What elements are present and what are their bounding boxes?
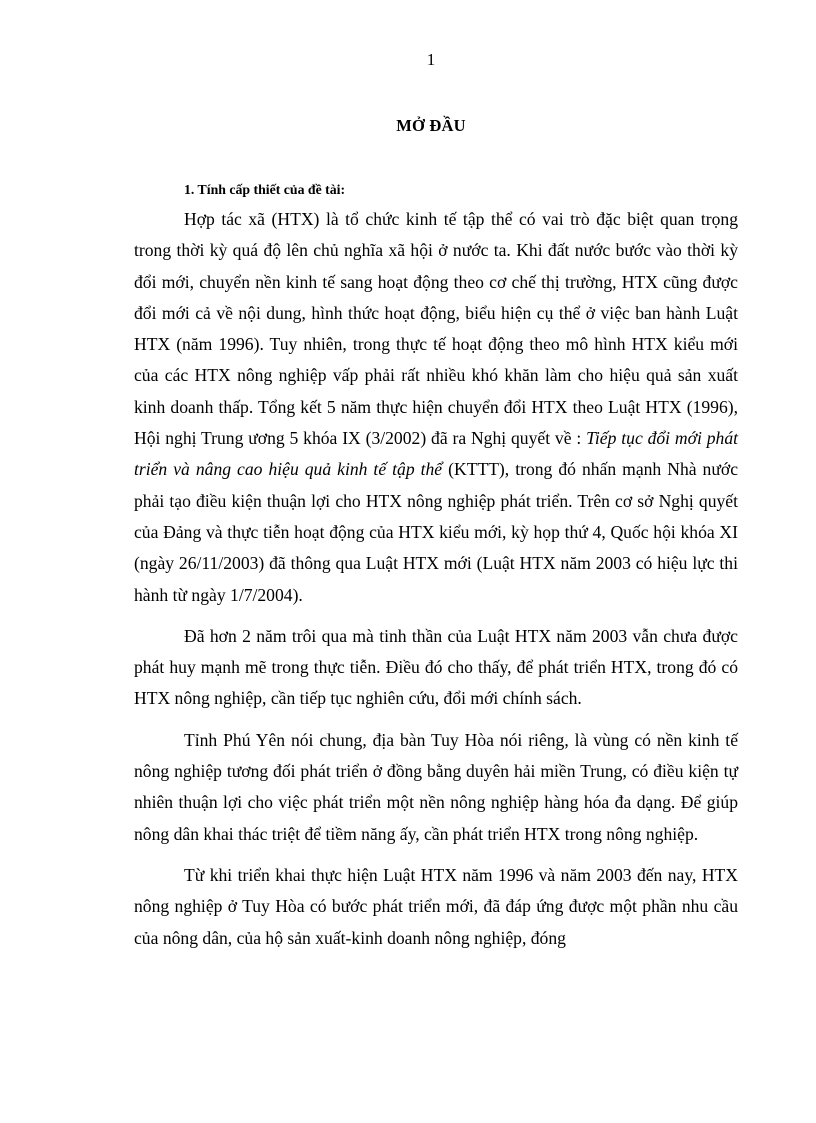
document-body — [134, 176, 738, 954]
section-heading: 1. Tính cấp thiết của đề tài: — [184, 182, 346, 197]
paragraph-1-italic-title: Tiếp tục đổi mới phát triển và nâng cao hiệu quả kinh tế tập thể — [134, 428, 739, 480]
paragraph-3: Tỉnh Phú Yên nói chung, địa bàn Tuy Hòa nói riêng, là vùng có nền kinh tế nông nghiệp tương đối phát triển ở đồng bằng duyên hải miền Trung, có điều kiện tự nhiên thuận lợi cho việc phát triển một nền nông nghiệp hàng hóa đa dạng. Để giúp nông dân khai thác triệt để tiềm năng ấy, cần phát triển HTX trong nông nghiệp. — [134, 729, 738, 844]
paragraph-1 — [134, 204, 738, 611]
paragraph-2: Đã hơn 2 năm trôi qua mà tinh thần của Luật HTX năm 2003 vẫn chưa được phát huy mạnh mẽ trong thực tiễn. Điều đó cho thấy, để phát triển HTX, trong đó có HTX nông nghiệp, cần tiếp tục nghiên cứu, đổi mới chính sách. — [134, 625, 738, 709]
page-title: MỞ ĐẦU — [396, 116, 466, 135]
page-number: 1 — [426, 50, 436, 69]
paragraph-1-text-a: Hợp tác xã (HTX) là tổ chức kinh tế tập thể có vai trò đặc biệt quan trọng trong thời kỳ quá độ lên chủ nghĩa xã hội ở nước ta. Khi đất nước bước vào thời kỳ đổi mới, chuyển nền kinh tế sang hoạt động theo cơ chế thị trường, HTX cũng được đổi mới cả về nội dung, hình thức hoạt động, biểu hiện cụ thể ở việc ban hành Luật HTX (năm 1996). Tuy nhiên, trong thực tế hoạt động theo mô hình HTX kiểu mới của các HTX nông nghiệp vấp phải rất nhiều khó khăn làm cho hiệu quả sản xuất kinh doanh thấp. Tổng kết 5 năm thực hiện chuyển đổi HTX theo Luật HTX (1996), Hội nghị Trung ương 5 khóa IX (3/2002) đã ra Nghị quyết về : — [134, 209, 738, 449]
paragraph-1-text-b: (KTTT), trong đó nhấn mạnh Nhà nước phải tạo điều kiện thuận lợi cho HTX nông nghiệp phát triển. Trên cơ sở Nghị quyết của Đảng và thực tiễn hoạt động của HTX kiểu mới, kỳ họp thứ 4, Quốc hội khóa XI (ngày 26/11/2003) đã thông qua Luật HTX mới (Luật HTX năm 2003 có hiệu lực thi hành từ ngày 1/7/2004). — [134, 459, 738, 605]
paragraph-4: Từ khi triển khai thực hiện Luật HTX năm 1996 và năm 2003 đến nay, HTX nông nghiệp ở Tuy Hòa có bước phát triển mới, đã đáp ứng được một phần nhu cầu của nông dân, của hộ sản xuất-kinh doanh nông nghiệp, đóng — [134, 864, 738, 948]
